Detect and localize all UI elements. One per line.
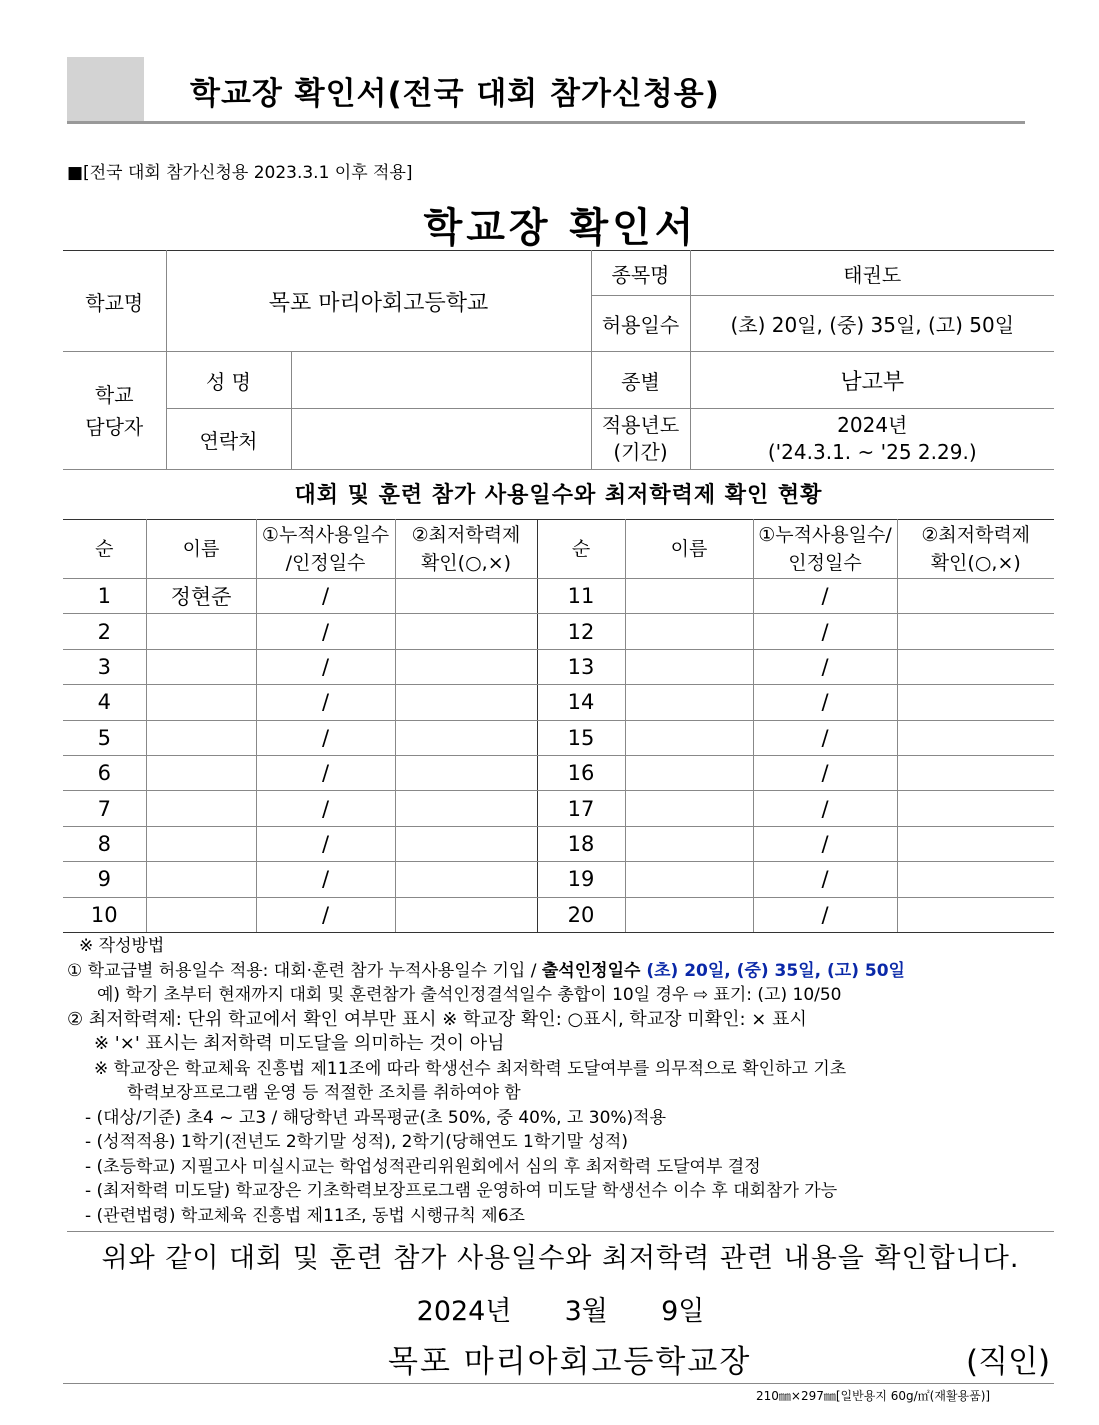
row-no: 4 (63, 685, 146, 720)
table-row (63, 614, 1054, 649)
applicability-note: ■[전국 대회 참가신청용 2023.3.1 이후 적용] (67, 163, 413, 183)
row-academic-right (897, 614, 1054, 649)
row-academic (395, 755, 537, 790)
header-days-right (753, 520, 897, 579)
row-no: 2 (63, 614, 146, 649)
detail-5: - (관련법령) 학교체육 진흥법 제11조, 동법 시행규칙 제6조 (85, 1205, 525, 1226)
row-no: 8 (63, 826, 146, 861)
category-label: 종별 (591, 352, 690, 409)
header-days-line1: ①누적사용일수 (261, 524, 390, 546)
row-no-right: 13 (537, 649, 625, 684)
category-value: 남고부 (690, 352, 1054, 409)
row-name-right (625, 755, 753, 790)
row-name (146, 614, 256, 649)
row-no-right: 14 (537, 685, 625, 720)
instructions (67, 934, 1057, 1228)
row-no-right: 15 (537, 720, 625, 755)
apply-year-value-line1: 2024년 (837, 413, 908, 437)
manager-contact-value (291, 409, 591, 470)
school-name-label: 학교명 (63, 251, 166, 352)
allowed-days-label: 허용일수 (591, 296, 690, 352)
date-day: 9일 (661, 1296, 705, 1327)
row-name (146, 755, 256, 790)
row-name (146, 826, 256, 861)
apply-year-value (690, 409, 1054, 470)
detail-1: - (대상/기준) 초4 ~ 고3 / 해당학년 과목평균(초 50%, 중 40%, 고 30%)적용 (85, 1107, 667, 1128)
row-no-right: 18 (537, 826, 625, 861)
date-year: 2024년 (416, 1296, 512, 1327)
row-no: 3 (63, 649, 146, 684)
instructions-heading: ※ 작성방법 (79, 936, 165, 956)
header-days (256, 520, 395, 579)
principal-signature-name: 목포 마리아회고등학교장 (388, 1344, 752, 1380)
row-no-right: 17 (537, 791, 625, 826)
table-row (63, 649, 1054, 684)
row-days-right: / (753, 791, 897, 826)
instruction-1-highlight: (초) 20일, (중) 35일, (고) 50일 (640, 960, 905, 981)
row-days-right: / (753, 685, 897, 720)
row-no-right: 12 (537, 614, 625, 649)
confirm-rule (67, 1231, 1054, 1232)
row-days-right: / (753, 862, 897, 897)
document-title: 학교장 확인서 (423, 205, 698, 251)
row-name (146, 649, 256, 684)
row-name (146, 720, 256, 755)
row-no: 9 (63, 862, 146, 897)
table-row (63, 579, 1054, 614)
header-name-right: 이름 (625, 520, 753, 579)
row-no-right: 20 (537, 897, 625, 932)
table-row (63, 755, 1054, 790)
allowed-days-value: (초) 20일, (중) 35일, (고) 50일 (690, 296, 1054, 352)
row-academic-right (897, 579, 1054, 614)
apply-year-label-line1: 적용년도 (601, 413, 680, 437)
row-name-right (625, 614, 753, 649)
row-academic (395, 649, 537, 684)
row-no-right: 11 (537, 579, 625, 614)
apply-year-period: ('24.3.1. ~ '25 2.29.) (767, 440, 977, 464)
row-academic (395, 720, 537, 755)
sport-label: 종목명 (591, 251, 690, 296)
row-days-right: / (753, 826, 897, 861)
header-academic-right-line1: ②최저학력제 (921, 524, 1031, 546)
header-no: 순 (63, 520, 146, 579)
header-days-right-line2: 인정일수 (788, 552, 862, 574)
row-no: 7 (63, 791, 146, 826)
instruction-1-example: 예) 학기 초부터 현재까지 대회 및 훈련참가 출석인정결석일수 총합이 10일 경우 ⇨ 표기: (고) 10/50 (97, 985, 842, 1005)
instruction-1 (67, 959, 1057, 984)
row-no: 5 (63, 720, 146, 755)
manager-label (63, 352, 166, 470)
row-no: 10 (63, 897, 146, 932)
instruction-1-bold: 출석인정일수 (541, 960, 641, 981)
instruction-2: ② 최저학력제: 단위 학교에서 확인 여부만 표시 ※ 학교장 확인: ○표시, 학교장 미확인: × 표시 (67, 1008, 807, 1030)
section-title: 대회 및 훈련 참가 사용일수와 최저학력제 확인 현황 (294, 483, 823, 508)
table-row (63, 720, 1054, 755)
header-days-right-line1: ①누적사용일수/ (758, 524, 892, 546)
instruction-2-note-b: ※ 학교장은 학교체육 진흥법 제11조에 따라 학생선수 최저학력 도달여부를 의무적으로 확인하고 기초 (94, 1058, 847, 1079)
row-days: / (256, 649, 395, 684)
row-no: 6 (63, 755, 146, 790)
row-days-right: / (753, 614, 897, 649)
header-title: 학교장 확인서(전국 대회 참가신청용) (190, 76, 720, 112)
table-row (63, 897, 1054, 932)
paper-spec-footer: 210㎜×297㎜[일반용지 60g/㎡(재활용품)] (756, 1389, 991, 1403)
manager-contact-label: 연락처 (166, 409, 291, 470)
row-academic-right (897, 649, 1054, 684)
row-name-right (625, 685, 753, 720)
sport-value: 태권도 (690, 251, 1054, 296)
row-days: / (256, 791, 395, 826)
table-row (63, 791, 1054, 826)
instruction-2-note-b-cont: 학력보장프로그램 운영 등 적절한 조치를 취하여야 함 (127, 1083, 521, 1103)
instruction-1-text: ① 학교급별 허용일수 적용: 대회·훈련 참가 누적사용일수 기입 / (67, 960, 542, 981)
row-name (146, 862, 256, 897)
row-academic (395, 897, 537, 932)
detail-4: - (최저학력 미도달) 학교장은 기초학력보장프로그램 운영하여 미도달 학생선수 이수 후 대회참가 가능 (85, 1181, 838, 1201)
confirmation-statement: 위와 같이 대회 및 훈련 참가 사용일수와 최저학력 관련 내용을 확인합니다. (101, 1243, 1020, 1274)
header-academic-right (897, 520, 1054, 579)
row-academic-right (897, 862, 1054, 897)
row-academic-right (897, 720, 1054, 755)
header-academic-right-line2: 확인(○,×) (930, 552, 1021, 574)
apply-year-label (591, 409, 690, 470)
header-academic-line1: ②최저학력제 (411, 524, 521, 546)
detail-2: - (성적적용) 1학기(전년도 2학기말 성적), 2학기(당해연도 1학기말 성적) (85, 1132, 628, 1152)
row-days: / (256, 897, 395, 932)
row-no: 1 (63, 579, 146, 614)
row-name-right (625, 791, 753, 826)
date-month: 3월 (564, 1296, 608, 1327)
header-shade-box (67, 57, 144, 123)
row-no-right: 16 (537, 755, 625, 790)
row-name-right (625, 579, 753, 614)
header-no-right: 순 (537, 520, 625, 579)
official-seal-label: (직인) (966, 1344, 1051, 1380)
instruction-2-note-a: ※ '×' 표시는 최저학력 미도달을 의미하는 것이 아님 (94, 1033, 505, 1054)
row-academic-right (897, 685, 1054, 720)
table-row (63, 862, 1054, 897)
row-academic (395, 579, 537, 614)
row-days-right: / (753, 755, 897, 790)
header-name: 이름 (146, 520, 256, 579)
row-academic-right (897, 826, 1054, 861)
row-days-right: / (753, 720, 897, 755)
school-info-table (63, 250, 1054, 470)
row-days: / (256, 614, 395, 649)
row-no-right: 19 (537, 862, 625, 897)
header-rule (67, 121, 1025, 124)
row-name-right (625, 720, 753, 755)
header-academic-line2: 확인(○,×) (420, 552, 512, 574)
row-name (146, 685, 256, 720)
row-academic (395, 862, 537, 897)
row-days-right: / (753, 649, 897, 684)
row-days-right: / (753, 897, 897, 932)
footer-rule (63, 1383, 1054, 1384)
participation-table (63, 519, 1054, 933)
row-name-right (625, 826, 753, 861)
row-name (146, 897, 256, 932)
table-row (63, 826, 1054, 861)
row-academic-right (897, 755, 1054, 790)
manager-name-value (291, 352, 591, 409)
row-academic-right (897, 897, 1054, 932)
manager-name-label: 성 명 (166, 352, 291, 409)
detail-3: - (초등학교) 지필고사 미실시교는 학업성적관리위원회에서 심의 후 최저학력 도달여부 결정 (85, 1156, 761, 1177)
row-days: / (256, 685, 395, 720)
row-academic (395, 614, 537, 649)
table-row (63, 685, 1054, 720)
header-academic (395, 520, 537, 579)
issue-date (0, 1289, 1099, 1328)
row-days: / (256, 755, 395, 790)
row-name-right (625, 897, 753, 932)
header-days-line2: /인정일수 (285, 552, 366, 574)
row-days: / (256, 579, 395, 614)
row-name-right (625, 862, 753, 897)
row-days-right: / (753, 579, 897, 614)
row-name-right (625, 649, 753, 684)
row-academic (395, 791, 537, 826)
row-days: / (256, 862, 395, 897)
row-academic (395, 685, 537, 720)
manager-label-line1: 학교 (94, 382, 134, 407)
row-academic-right (897, 791, 1054, 826)
row-days: / (256, 720, 395, 755)
apply-year-label-line2: (기간) (613, 440, 668, 464)
row-academic (395, 826, 537, 861)
school-name-value: 목포 마리아회고등학교 (166, 251, 591, 352)
manager-label-line2: 담당자 (85, 414, 144, 439)
row-name (146, 791, 256, 826)
row-days: / (256, 826, 395, 861)
row-name: 정현준 (146, 579, 256, 614)
